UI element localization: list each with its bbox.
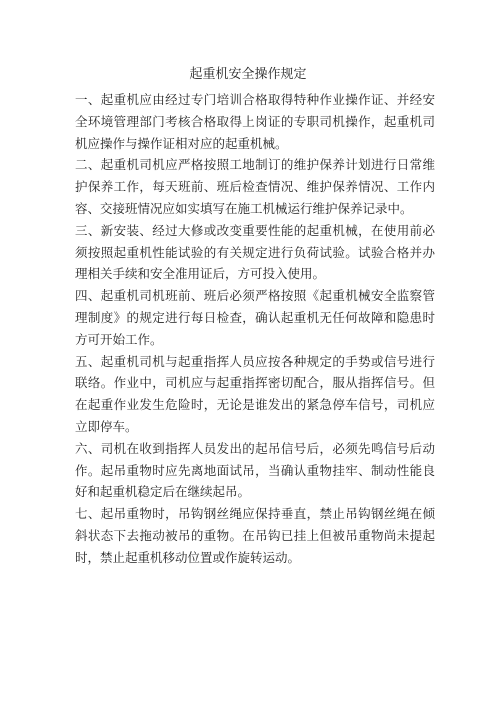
paragraph-1: 一、起重机应由经过专门培训合格取得特种作业操作证、并经安全环境管理部门考核合格取得上岗证的专职司机操作，起重机司机应操作与操作证相对应的起重机械。	[75, 92, 435, 151]
paragraph-7: 七、起吊重物时，吊钩钢丝绳应保持垂直，禁止吊钩钢丝绳在倾斜状态下去拖动被吊的重物。在吊钩已挂上但被吊重物尚未提起时，禁止起重机移动位置或作旋转运动。	[75, 506, 435, 565]
paragraph-3: 三、新安装、经过大修或改变重要性能的起重机械，在使用前必须按照起重机性能试验的有关规定进行负荷试验。试验合格并办理相关手续和安全准用证后，方可投入使用。	[75, 222, 435, 282]
paragraph-5: 五、起重机司机与起重指挥人员应按各种规定的手势或信号进行联络。作业中，司机应与起重指挥密切配合，服从指挥信号。但在起重作业发生危险时，无论是谁发出的紧急停车信号，司机应立即停车。	[75, 353, 435, 434]
paragraph-4: 四、起重机司机班前、班后必须严格按照《起重机械安全监察管理制度》的规定进行每日检查，确认起重机无任何故障和隐患时方可开始工作。	[75, 288, 435, 347]
paragraph-6: 六、司机在收到指挥人员发出的起吊信号后，必须先鸣信号后动作。起吊重物时应先离地面试吊，当确认重物挂牢、制动性能良好和起重机稳定后在继续起吊。	[75, 440, 435, 500]
document-title: 起重机安全操作规定	[189, 67, 307, 82]
paragraph-2: 二、起重机司机应严格按照工地制订的维护保养计划进行日常维护保养工作，每天班前、班后检查情况、维护保养情况、工作内容、交接班情况应如实填写在施工机械运行维护保养记录中。	[75, 157, 435, 216]
document-body	[75, 89, 435, 569]
